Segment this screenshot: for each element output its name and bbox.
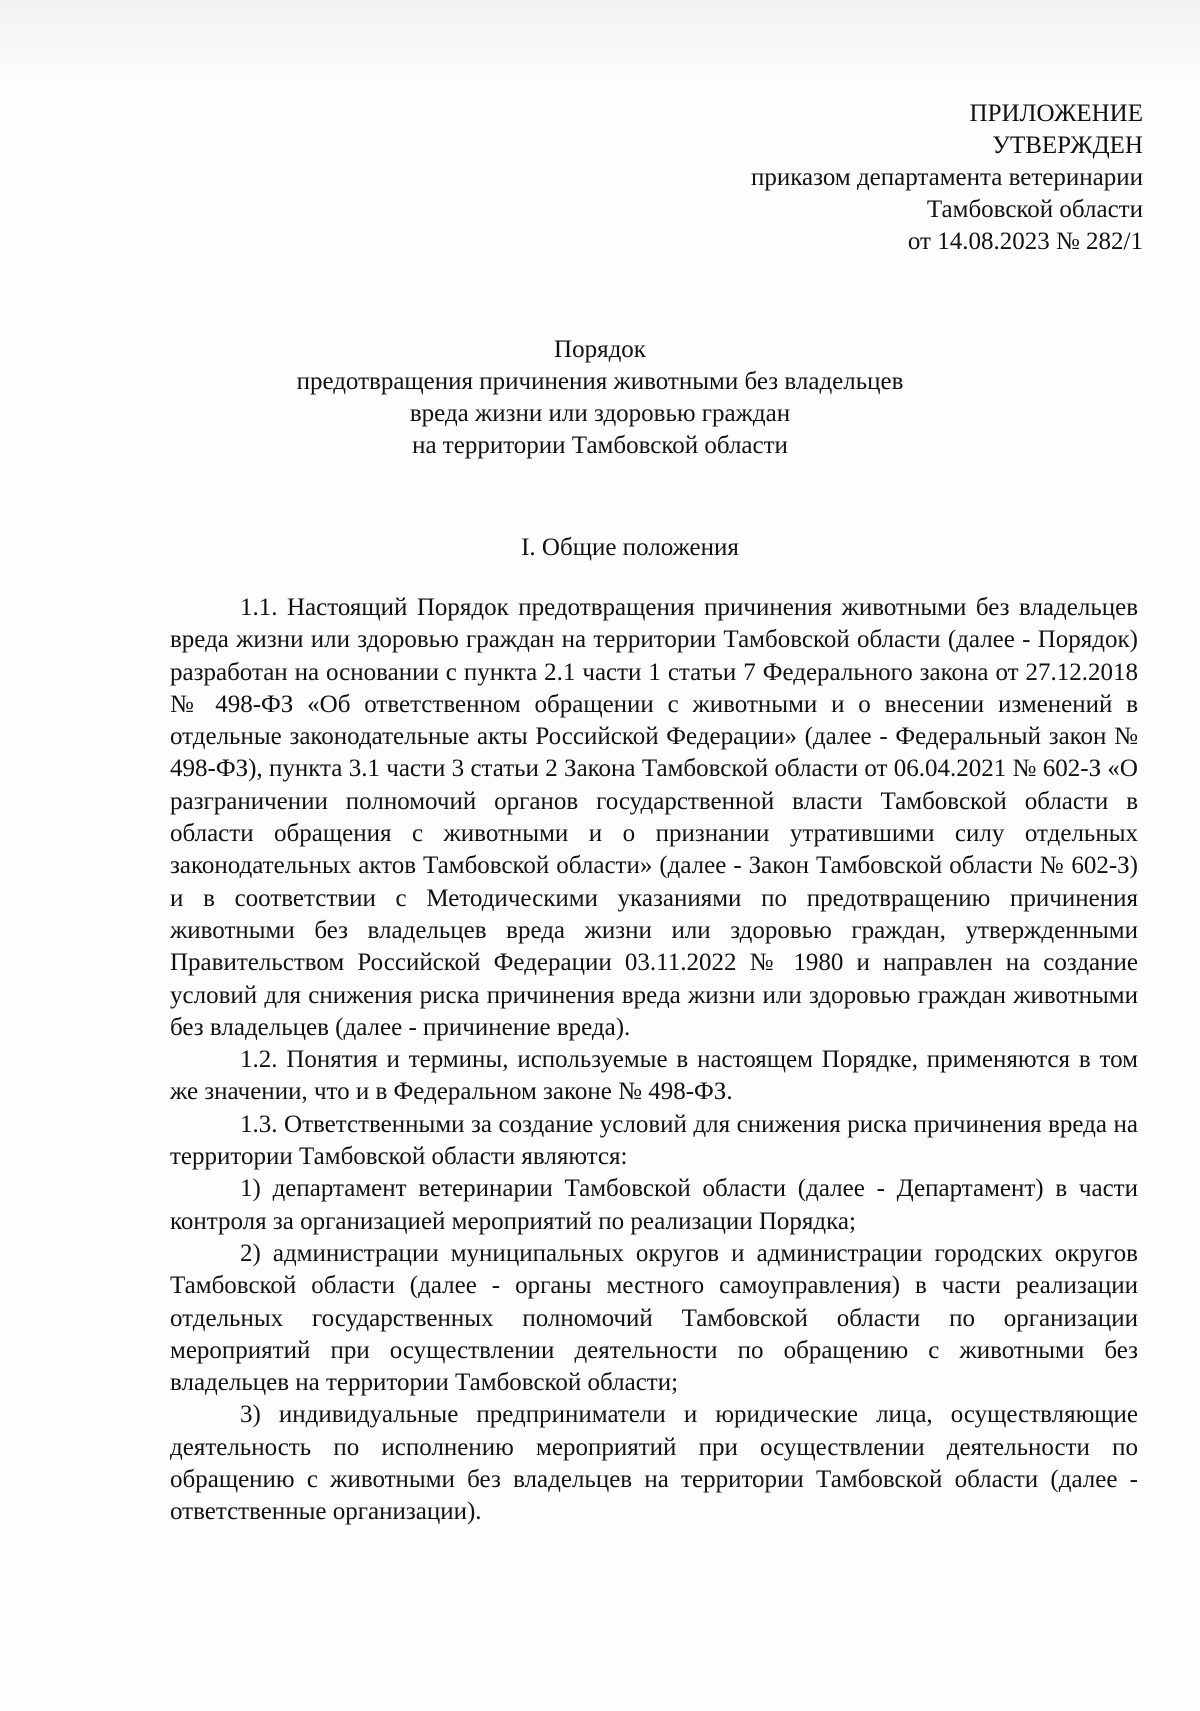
approval-stamp-block bbox=[443, 98, 1143, 258]
scan-noise bbox=[0, 0, 1200, 90]
list-item-3: 3) индивидуальные предприниматели и юридические лица, осуществляющие деятельность по исполнению мероприятий при осуществлении деятельности по обращению с животными без владельцев на территории Тамбовской области (далее - ответственные организации). bbox=[170, 1401, 1138, 1526]
paragraph-1-2: 1.2. Понятия и термины, используемые в настоящем Порядке, применяются в том же значении, что и в Федеральном законе № 498-ФЗ. bbox=[170, 1046, 1138, 1106]
appendix-label: ПРИЛОЖЕНИЕ bbox=[969, 100, 1143, 127]
title-line-4: на территории Тамбовской области bbox=[412, 432, 788, 459]
section-heading: I. Общие положения bbox=[521, 534, 739, 561]
approved-label: УТВЕРЖДЕН bbox=[992, 132, 1143, 159]
paragraph-1-1: 1.1. Настоящий Порядок предотвращения причинения животными без владельцев вреда жизни или здоровью граждан на территории Тамбовской области (далее - Порядок) разработан на основании с пункта 2.1 части 1 статьи 7 Федерального закона от 27.12.2018 № 498-ФЗ «Об ответственном обращении с животными и о внесении изменений в отдельные законодательные акты Российской Федерации» (далее - Федеральный закон № 498-ФЗ), пункта 3.1 части 3 статьи 2 Закона Тамбовской области от 06.04.2021 № 602-З «О разграничении полномочий органов государственной власти Тамбовской области в области обращения с животными и о признании утратившими силу отдельных законодательных актов Тамбовской области» (далее - Закон Тамбовской области № 602-З) и в соответствии с Методическими указаниями по предотвращению причинения животными без владельцев вреда жизни или здоровью граждан, утвержденными Правительством Российской Федерации 03.11.2022 № 1980 и направлен на создание условий для снижения риска причинения вреда жизни или здоровью граждан животными без владельцев (далее - причинение вреда). bbox=[170, 594, 1138, 1041]
title-line-2: предотвращения причинения животными без владельцев bbox=[296, 368, 904, 395]
approval-line-date: от 14.08.2023 № 282/1 bbox=[907, 228, 1143, 255]
title-line-1: Порядок bbox=[554, 336, 646, 363]
title-line-3: вреда жизни или здоровью граждан bbox=[409, 400, 791, 427]
document-title bbox=[0, 334, 1200, 462]
list-item-2: 2) администрации муниципальных округов и администрации городских округов Тамбовской области (далее - органы местного самоуправления) в части реализации отдельных государственных полномочий Тамбовской области по организации мероприятий при осуществлении деятельности по обращению с животными без владельцев на территории Тамбовской области; bbox=[170, 1239, 1138, 1397]
approval-line-order: приказом департамента ветеринарии bbox=[751, 164, 1143, 191]
body-text bbox=[170, 592, 1138, 1529]
list-item-1: 1) департамент ветеринарии Тамбовской области (далее - Департамент) в части контроля за организацией мероприятий по реализации Порядка; bbox=[170, 1175, 1138, 1235]
approval-line-region: Тамбовской области bbox=[926, 196, 1143, 223]
paragraph-1-3: 1.3. Ответственными за создание условий для снижения риска причинения вреда на территории Тамбовской области являются: bbox=[170, 1110, 1138, 1171]
